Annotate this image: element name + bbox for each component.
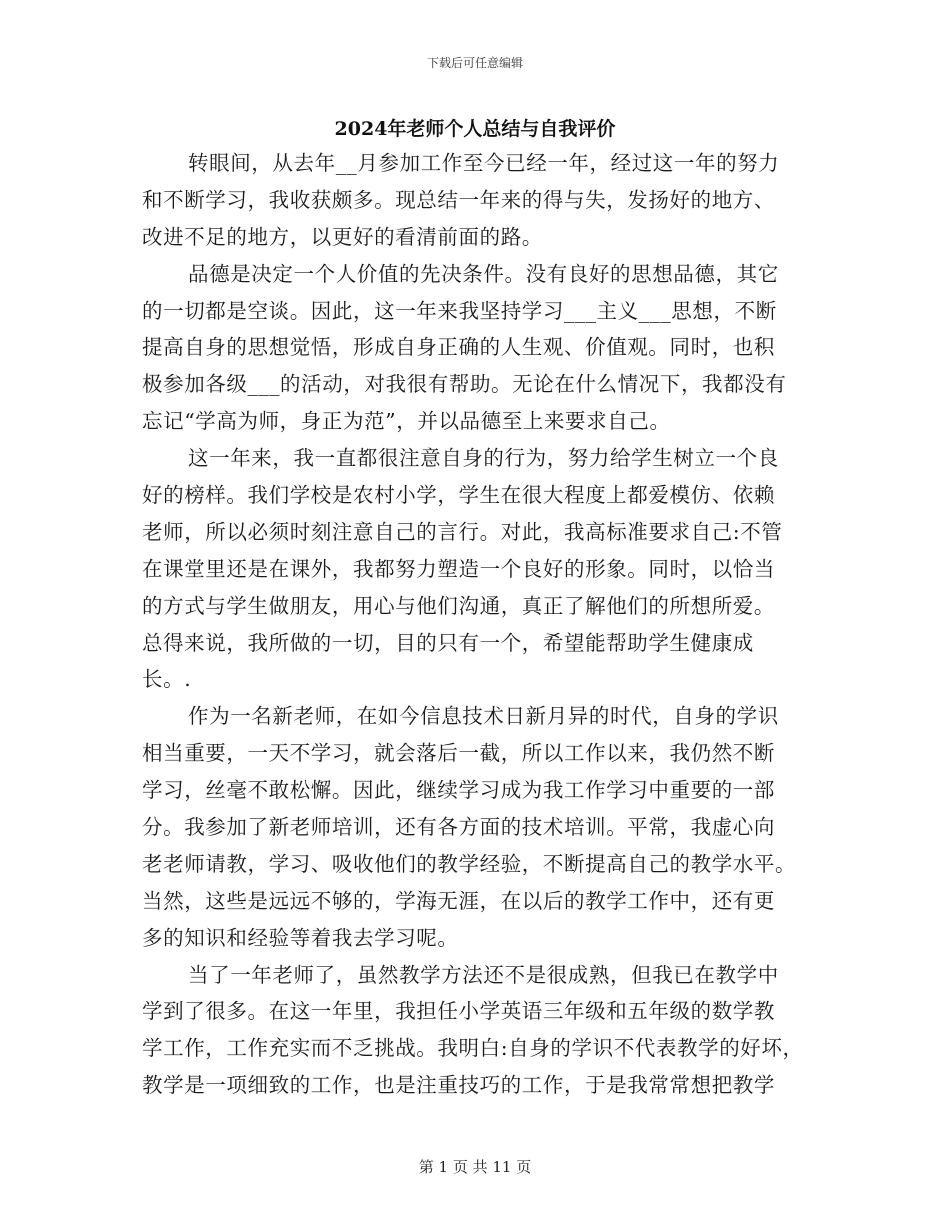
body-line: 极参加各级___的活动，对我很有帮助。无论在什么情况下，我都没有 (142, 372, 787, 397)
body-line: 多的知识和经验等着我去学习呢。 (142, 925, 459, 950)
body-line: 忘记“学高为师，身正为范”，并以品德至上来要求自己。 (142, 409, 671, 434)
body-line: 的一切都是空谈。因此，这一年来我坚持学习___主义___思想，不断 (142, 298, 777, 323)
page-header-note: 下载后可任意编辑 (426, 56, 523, 70)
body-line: 好的榜样。我们学校是农村小学，学生在很大程度上都爱模仿、依赖 (142, 483, 775, 508)
body-line: 当然，这些是远远不够的，学海无涯，在以后的教学工作中，还有更 (142, 888, 775, 913)
body-line: 在课堂里还是在课外，我都努力塑造一个良好的形象。同时，以恰当 (142, 556, 775, 581)
body-line: 学工作，工作充实而不乏挑战。我明白:自身的学识不代表教学的好坏， (142, 1036, 804, 1061)
body-line: 长。. (142, 667, 192, 692)
body-line: 学到了很多。在这一年里，我担任小学英语三年级和五年级的数学教 (142, 999, 775, 1024)
body-line: 这一年来，我一直都很注意自身的行为，努力给学生树立一个良 (188, 446, 779, 471)
body-line: 当了一年老师了，虽然教学方法还不是很成熟，但我已在教学中 (188, 962, 779, 987)
page-number-footer: 第 1 页 共 11 页 (418, 1158, 532, 1176)
body-line: 品德是决定一个人价值的先决条件。没有良好的思想品德，其它 (188, 261, 779, 286)
body-line: 的方式与学生做朋友，用心与他们沟通，真正了解他们的所想所爱。 (142, 593, 775, 618)
body-line: 老师，所以必须时刻注意自己的言行。对此，我高标准要求自己:不管 (142, 519, 783, 544)
body-line: 提高自身的思想觉悟，形成自身正确的人生观、价值观。同时，也积 (142, 335, 775, 360)
body-line: 分。我参加了新老师培训，还有各方面的技术培训。平常，我虚心向 (142, 815, 775, 840)
body-line: 学习，丝毫不敢松懈。因此，继续学习成为我工作学习中重要的一部 (142, 778, 775, 803)
body-line: 和不断学习，我收获颇多。现总结一年来的得与失，发扬好的地方、 (142, 187, 775, 212)
document-title: 2024年老师个人总结与自我评价 (334, 118, 616, 140)
body-line: 老老师请教，学习、吸收他们的教学经验，不断提高自己的教学水平。 (142, 851, 797, 876)
document-body (142, 145, 812, 1104)
body-line: 教学是一项细致的工作，也是注重技巧的工作，于是我常常想把教学 (142, 1073, 775, 1098)
body-line: 作为一名新老师，在如今信息技术日新月异的时代，自身的学识 (188, 704, 779, 729)
body-line: 改进不足的地方，以更好的看清前面的路。 (142, 224, 543, 249)
body-line: 相当重要，一天不学习，就会落后一截，所以工作以来，我仍然不断 (142, 741, 775, 766)
body-line: 转眼间，从去年__月参加工作至今已经一年，经过这一年的努力 (188, 151, 780, 175)
body-line: 总得来说，我所做的一切，目的只有一个，希望能帮助学生健康成 (142, 630, 754, 655)
